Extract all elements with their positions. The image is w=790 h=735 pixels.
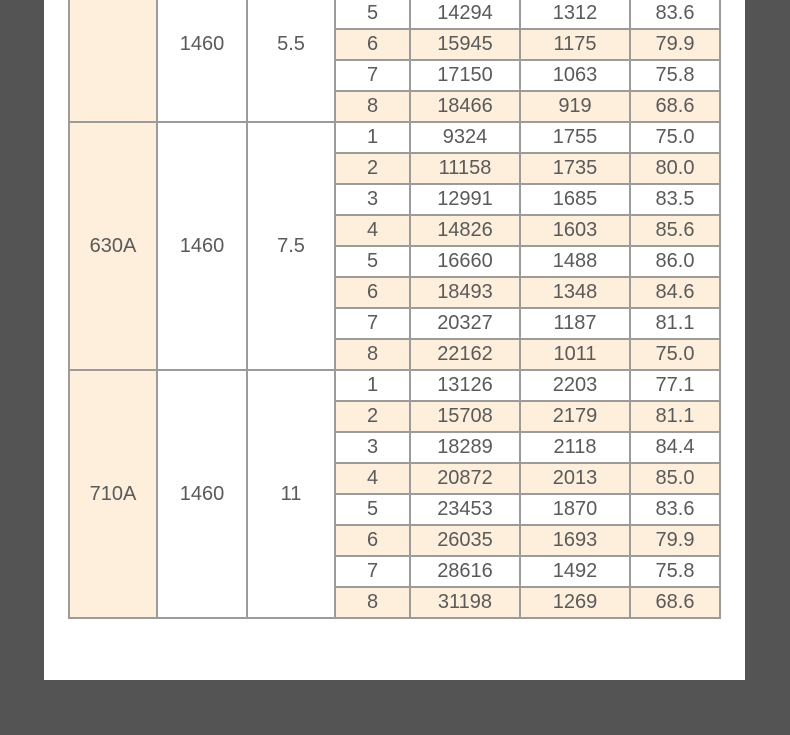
- airflow-cell: 20872: [410, 463, 520, 494]
- position-cell: 1: [335, 122, 410, 153]
- pressure-cell: 1187: [520, 308, 630, 339]
- position-cell: 5: [335, 246, 410, 277]
- position-cell: 3: [335, 432, 410, 463]
- efficiency-cell: 86.0: [630, 246, 720, 277]
- position-cell: 7: [335, 308, 410, 339]
- efficiency-cell: 85.0: [630, 463, 720, 494]
- pressure-cell: 919: [520, 91, 630, 122]
- document-sheet: [44, 0, 745, 680]
- pressure-cell: 1488: [520, 246, 630, 277]
- pressure-cell: 1011: [520, 339, 630, 370]
- model-cell: 710A: [69, 370, 157, 618]
- efficiency-cell: 84.4: [630, 432, 720, 463]
- efficiency-cell: 81.1: [630, 308, 720, 339]
- pressure-cell: 1492: [520, 556, 630, 587]
- airflow-cell: 14826: [410, 215, 520, 246]
- pressure-cell: 1175: [520, 29, 630, 60]
- power-cell: 7.5: [247, 122, 335, 370]
- efficiency-cell: 75.8: [630, 556, 720, 587]
- pressure-cell: 1269: [520, 587, 630, 618]
- airflow-cell: 18289: [410, 432, 520, 463]
- pressure-cell: 2118: [520, 432, 630, 463]
- airflow-cell: 11158: [410, 153, 520, 184]
- position-cell: 8: [335, 587, 410, 618]
- position-cell: 8: [335, 91, 410, 122]
- efficiency-cell: 75.0: [630, 122, 720, 153]
- efficiency-cell: 75.8: [630, 60, 720, 91]
- efficiency-cell: 79.9: [630, 525, 720, 556]
- position-cell: 6: [335, 29, 410, 60]
- position-cell: 2: [335, 401, 410, 432]
- efficiency-cell: 84.6: [630, 277, 720, 308]
- airflow-cell: 22162: [410, 339, 520, 370]
- position-cell: 1: [335, 370, 410, 401]
- power-cell: 11: [247, 370, 335, 618]
- efficiency-cell: 75.0: [630, 339, 720, 370]
- airflow-cell: 15708: [410, 401, 520, 432]
- pressure-cell: 1685: [520, 184, 630, 215]
- table-row: [69, 122, 720, 153]
- pressure-cell: 1735: [520, 153, 630, 184]
- fan-performance-table: [68, 0, 721, 619]
- airflow-cell: 28616: [410, 556, 520, 587]
- position-cell: 4: [335, 463, 410, 494]
- position-cell: 8: [335, 339, 410, 370]
- airflow-cell: 18466: [410, 91, 520, 122]
- position-cell: 5: [335, 0, 410, 29]
- position-cell: 2: [335, 153, 410, 184]
- airflow-cell: 18493: [410, 277, 520, 308]
- airflow-cell: 14294: [410, 0, 520, 29]
- pressure-cell: 2013: [520, 463, 630, 494]
- pressure-cell: 2203: [520, 370, 630, 401]
- airflow-cell: 31198: [410, 587, 520, 618]
- speed-cell: 1460: [157, 0, 247, 122]
- position-cell: 6: [335, 277, 410, 308]
- speed-cell: 1460: [157, 122, 247, 370]
- airflow-cell: 15945: [410, 29, 520, 60]
- airflow-cell: 20327: [410, 308, 520, 339]
- position-cell: 7: [335, 556, 410, 587]
- efficiency-cell: 77.1: [630, 370, 720, 401]
- airflow-cell: 26035: [410, 525, 520, 556]
- model-cell: 630A: [69, 122, 157, 370]
- pressure-cell: 1693: [520, 525, 630, 556]
- airflow-cell: 17150: [410, 60, 520, 91]
- efficiency-cell: 83.5: [630, 184, 720, 215]
- efficiency-cell: 68.6: [630, 587, 720, 618]
- model-cell: [69, 0, 157, 122]
- airflow-cell: 9324: [410, 122, 520, 153]
- pressure-cell: 1312: [520, 0, 630, 29]
- efficiency-cell: 79.9: [630, 29, 720, 60]
- pressure-cell: 1755: [520, 122, 630, 153]
- position-cell: 6: [335, 525, 410, 556]
- pressure-cell: 1870: [520, 494, 630, 525]
- pressure-cell: 1603: [520, 215, 630, 246]
- position-cell: 5: [335, 494, 410, 525]
- pressure-cell: 1063: [520, 60, 630, 91]
- efficiency-cell: 81.1: [630, 401, 720, 432]
- pressure-cell: 2179: [520, 401, 630, 432]
- position-cell: 3: [335, 184, 410, 215]
- airflow-cell: 13126: [410, 370, 520, 401]
- efficiency-cell: 68.6: [630, 91, 720, 122]
- position-cell: 7: [335, 60, 410, 91]
- airflow-cell: 12991: [410, 184, 520, 215]
- speed-cell: 1460: [157, 370, 247, 618]
- pressure-cell: 1348: [520, 277, 630, 308]
- efficiency-cell: 85.6: [630, 215, 720, 246]
- position-cell: 4: [335, 215, 410, 246]
- efficiency-cell: 83.6: [630, 0, 720, 29]
- power-cell: 5.5: [247, 0, 335, 122]
- airflow-cell: 23453: [410, 494, 520, 525]
- efficiency-cell: 80.0: [630, 153, 720, 184]
- airflow-cell: 16660: [410, 246, 520, 277]
- table-row: [69, 370, 720, 401]
- efficiency-cell: 83.6: [630, 494, 720, 525]
